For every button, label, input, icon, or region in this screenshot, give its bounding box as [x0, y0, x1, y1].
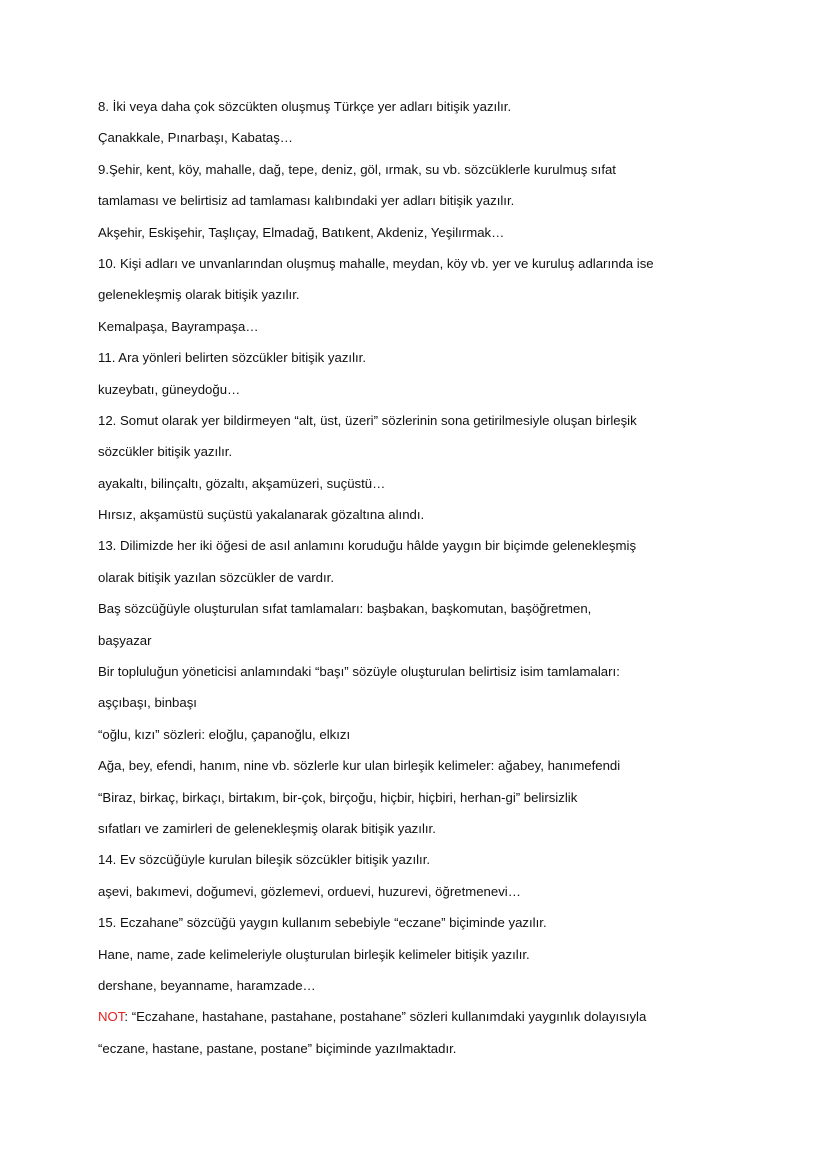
text-line: Akşehir, Eskişehir, Taşlıçay, Elmadağ, Batıkent, Akdeniz, Yeşilırmak…: [98, 224, 505, 240]
note-line: [98, 1005, 738, 1036]
text-line: tamlaması ve belirtisiz ad tamlaması kalıbındaki yer adları bitişik yazılır.: [98, 193, 515, 209]
text-line: kuzeybatı, güneydoğu…: [98, 381, 241, 397]
note-text: : “Eczahane, hastahane, pastahane, postahane” sözleri kullanımdaki yaygınlık dolayısıyla: [124, 1009, 647, 1025]
text-line: 8. İki veya daha çok sözcükten oluşmuş Türkçe yer adları bitişik yazılır.: [98, 99, 512, 114]
text-line: Hırsız, akşamüstü suçüstü yakalanarak gözaltına alındı.: [98, 507, 425, 523]
text-line: 11. Ara yönleri belirten sözcükler bitişik yazılır.: [98, 350, 367, 366]
note-label: NOT: [98, 1009, 125, 1025]
text-line: sözcükler bitişik yazılır.: [98, 444, 233, 460]
text-line: Hane, name, zade kelimeleriyle oluşturulan birleşik kelimeler bitişik yazılır.: [98, 946, 530, 962]
note-continuation: “eczane, hastane, pastane, postane” biçiminde yazılmaktadır.: [98, 1040, 457, 1056]
text-line: 14. Ev sözcüğüyle kurulan bileşik sözcükler bitişik yazılır.: [98, 852, 431, 868]
text-line: gelenekleşmiş olarak bitişik yazılır.: [98, 287, 300, 303]
text-line: 9.Şehir, kent, köy, mahalle, dağ, tepe, deniz, göl, ırmak, su vb. sözcüklerle kurulmuş sıfat: [98, 161, 616, 177]
document-body: [98, 95, 738, 1068]
text-line: aşçıbaşı, binbaşı: [98, 695, 197, 711]
text-line: Bir topluluğun yöneticisi anlamındaki “başı” sözüyle oluşturulan belirtisiz isim tamlamaları:: [98, 664, 620, 680]
text-line: 10. Kişi adları ve unvanlarından oluşmuş mahalle, meydan, köy vb. yer ve kuruluş adlarında ise: [98, 255, 654, 271]
text-line: “oğlu, kızı” sözleri: eloğlu, çapanoğlu, elkızı: [98, 726, 351, 742]
text-line: Kemalpaşa, Bayrampaşa…: [98, 318, 259, 334]
text-line: Çanakkale, Pınarbaşı, Kabataş…: [98, 130, 293, 146]
text-line: “Biraz, birkaç, birkaçı, birtakım, bir-çok, birçoğu, hiçbir, hiçbiri, herhan-gi” belirsizlik: [98, 789, 578, 805]
text-line: 15. Eczahane” sözcüğü yaygın kullanım sebebiyle “eczane” biçiminde yazılır.: [98, 915, 547, 931]
text-line: ayakaltı, bilinçaltı, gözaltı, akşamüzeri, suçüstü…: [98, 475, 386, 491]
text-line: sıfatları ve zamirleri de gelenekleşmiş olarak bitişik yazılır.: [98, 820, 436, 836]
text-line: 13. Dilimizde her iki öğesi de asıl anlamını koruduğu hâlde yaygın bir biçimde gelenekleşmiş: [98, 538, 637, 554]
text-line: başyazar: [98, 632, 152, 648]
text-line: olarak bitişik yazılan sözcükler de vardır.: [98, 569, 335, 585]
text-line: Baş sözcüğüyle oluşturulan sıfat tamlamaları: başbakan, başkomutan, başöğretmen,: [98, 601, 592, 617]
text-line: dershane, beyanname, haramzade…: [98, 977, 316, 993]
text-line: Ağa, bey, efendi, hanım, nine vb. sözlerle kur ulan birleşik kelimeler: ağabey, hanımefendi: [98, 758, 621, 774]
text-line: aşevi, bakımevi, doğumevi, gözlemevi, orduevi, huzurevi, öğretmenevi…: [98, 883, 521, 899]
text-line: 12. Somut olarak yer bildirmeyen “alt, üst, üzeri” sözlerinin sona getirilmesiyle oluşan birleşik: [98, 412, 637, 428]
